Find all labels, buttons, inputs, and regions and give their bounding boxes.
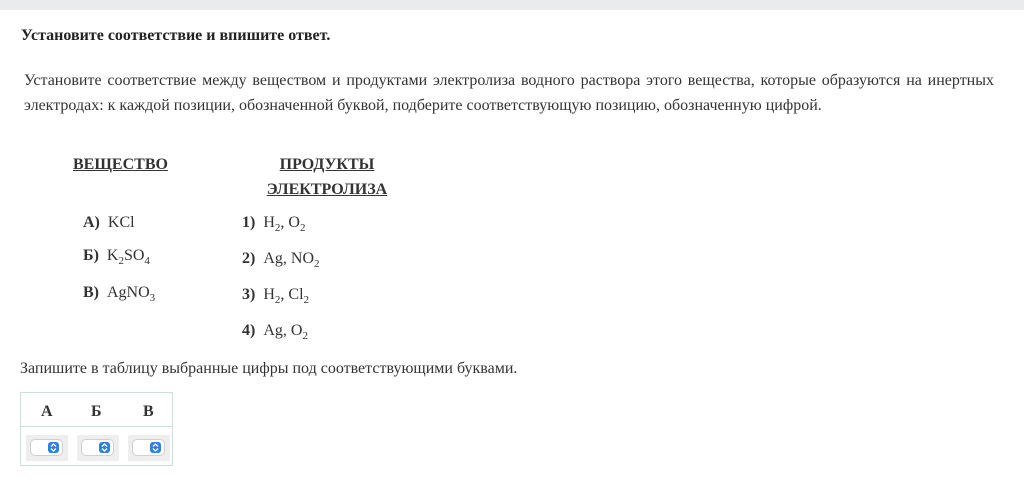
answer-table-divider (21, 426, 172, 427)
substance-formula: AgNO$_3$ (107, 284, 156, 304)
select-updown-icon (99, 442, 110, 453)
task-heading: Установите соответствие и впишите ответ. (21, 27, 331, 44)
products-header-line2: ЭЛЕКТРОЛИЗА (266, 181, 388, 198)
substance-label: В) (83, 284, 99, 301)
substance-formula: KCl (107, 214, 135, 231)
substance-label: А) (83, 214, 100, 231)
substance-item-b (83, 247, 150, 265)
product-label: 4) (242, 322, 256, 339)
answer-cell-a (26, 435, 68, 461)
answer-header-b: Б (91, 403, 102, 420)
substance-item-a (83, 214, 135, 232)
product-item-1 (242, 214, 305, 232)
answer-cell-b (77, 435, 119, 461)
answer-header-a: А (41, 403, 53, 420)
product-formula: Ag, $NO_2$ (263, 250, 320, 270)
product-label: 1) (242, 214, 256, 231)
product-item-2 (242, 250, 320, 268)
substance-label: Б) (83, 247, 99, 264)
substance-formula: $K_2SO_4$ (106, 247, 150, 267)
product-formula: $H_2$, $Cl_2$ (263, 286, 310, 306)
answer-select-a[interactable] (30, 439, 63, 456)
products-header-line1: ПРОДУКТЫ (279, 156, 375, 173)
product-formula: Ag, $O_2$ (263, 322, 308, 342)
answer-select-b[interactable] (81, 439, 114, 456)
instruction-text: Запишите в таблицу выбранные цифры под соответствующими буквами. (20, 360, 518, 377)
answer-header-v: В (143, 403, 154, 420)
select-updown-icon (150, 442, 161, 453)
answer-select-v[interactable] (132, 439, 165, 456)
product-item-3 (242, 286, 309, 304)
product-label: 3) (242, 286, 256, 303)
substance-column-header: ВЕЩЕСТВО (73, 156, 168, 173)
product-label: 2) (242, 250, 256, 267)
products-column-header (256, 152, 398, 202)
top-bar (0, 0, 1024, 10)
answer-table (20, 392, 173, 466)
question-text: Установите соответствие между веществом и продуктами электролиза водного раствора этого вещества, которые образуются на инертных электродах: к каждой позиции, обозначенной буквой, подберите соответствующую позицию, обозначенную цифрой. (24, 72, 994, 114)
product-formula: $H_2$, $O_2$ (263, 214, 306, 234)
answer-cell-v (128, 435, 170, 461)
substance-item-v (83, 284, 155, 302)
select-updown-icon (48, 442, 59, 453)
product-item-4 (242, 322, 308, 340)
